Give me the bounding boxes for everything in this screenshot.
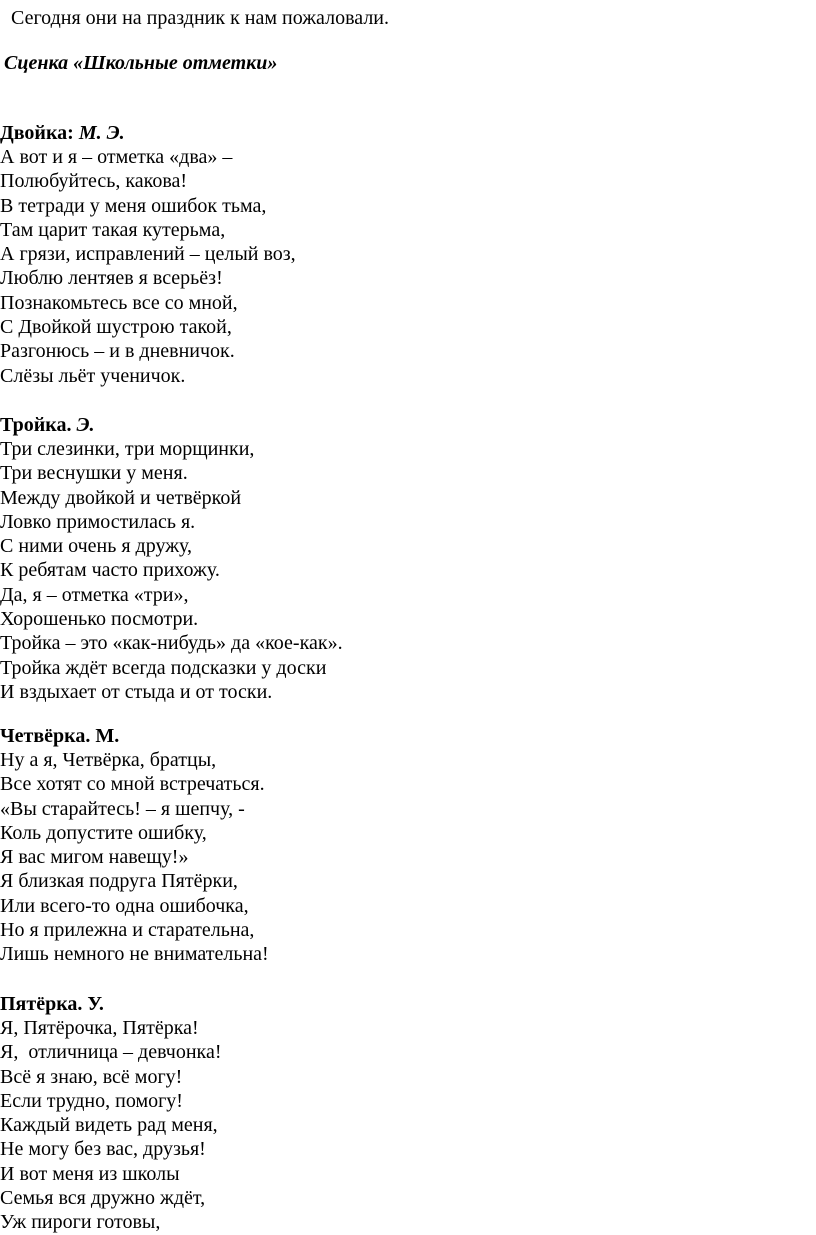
verse-line: Тройка – это «как-нибудь» да «кое-как». [0,632,343,655]
verse-line: Я, Пятёрочка, Пятёрка! [0,1017,199,1039]
actor-initials: М. [90,725,120,747]
verse-line: И вздыхает от стыда и от тоски. [0,680,273,703]
verse-line: Я близкая подруга Пятёрки, [0,870,238,893]
verse-line: Слёзы льёт ученичок. [0,364,186,387]
section-troika [0,413,343,704]
character-name: Четвёрка. [0,725,91,747]
verse-line: Ну а я, Четвёрка, братцы, [0,749,217,771]
actor-initials: Э. [71,414,95,436]
verse-line: В тетради у меня ошибок тьма, [0,194,267,217]
verse-lines [0,145,296,388]
verse-line: Там царит такая кутерьма, [0,218,226,241]
verse-line: Коль допустите ошибку, [0,821,207,844]
verse-line: Все хотят со мной встречаться. [0,773,265,796]
verse-line: С ними очень я дружу, [0,535,193,558]
character-name: Пятёрка. [0,993,83,1015]
verse-line: А вот и я – отметка «два» – [0,146,233,168]
verse-lines [0,437,343,704]
verse-line: Лишь немного не внимательна! [0,943,269,966]
section-dvoika [0,121,296,388]
actor-initials: У. [82,993,104,1015]
verse-line: Познакомьтесь все со мной, [0,291,238,314]
verse-line: И вот меня из школы [0,1162,180,1185]
verse-line: Не могу без вас, друзья! [0,1138,206,1161]
actor-initials: М. Э. [73,122,125,144]
verse-line: Но я прилежна и старательна, [0,919,255,942]
section-pyaterka [0,992,222,1235]
verse-line: Каждый видеть рад меня, [0,1114,218,1137]
verse-line: Всё я знаю, всё могу! [0,1065,183,1088]
verse-line: К ребятам часто прихожу. [0,559,220,582]
verse-line: Ловко примостилась я. [0,510,196,533]
verse-line: Три веснушки у меня. [0,462,188,485]
intro-line: Сегодня они на праздник к нам пожаловали. [6,7,389,29]
verse-line: Хорошенько посмотри. [0,608,199,631]
verse-lines [0,748,269,967]
verse-line: Я вас мигом навещу!» [0,846,189,869]
verse-line: Если трудно, помогу! [0,1089,183,1112]
verse-line: С Двойкой шустрою такой, [0,316,232,339]
verse-line: Тройка ждёт всегда подсказки у доски [0,656,327,679]
verse-line: Полюбуйтесь, какова! [0,170,188,193]
verse-line: Между двойкой и четвёркой [0,486,242,509]
verse-line: «Вы старайтесь! – я шепчу, - [0,797,245,820]
verse-line: Разгонюсь – и в дневничок. [0,340,235,363]
section-heading [0,413,343,437]
verse-line: Да, я – отметка «три», [0,583,189,606]
character-name: Тройка. [0,414,72,436]
verse-line: Три слезинки, три морщинки, [0,438,255,460]
verse-line: Я, отличница – девчонка! [0,1041,222,1064]
verse-line: Или всего-то одна ошибочка, [0,894,249,917]
section-heading [0,992,222,1016]
character-name: Двойка: [0,122,74,144]
verse-line: Уж пироги готовы, [0,1211,161,1234]
verse-line: Люблю лентяев я всерьёз! [0,267,223,290]
scene-title: Сценка «Школьные отметки» [4,52,278,74]
section-heading [0,121,296,145]
verse-lines [0,1016,222,1235]
verse-line: А грязи, исправлений – целый воз, [0,243,296,266]
verse-line: Семья вся дружно ждёт, [0,1187,206,1210]
section-chetverka [0,724,269,967]
section-heading [0,724,269,748]
